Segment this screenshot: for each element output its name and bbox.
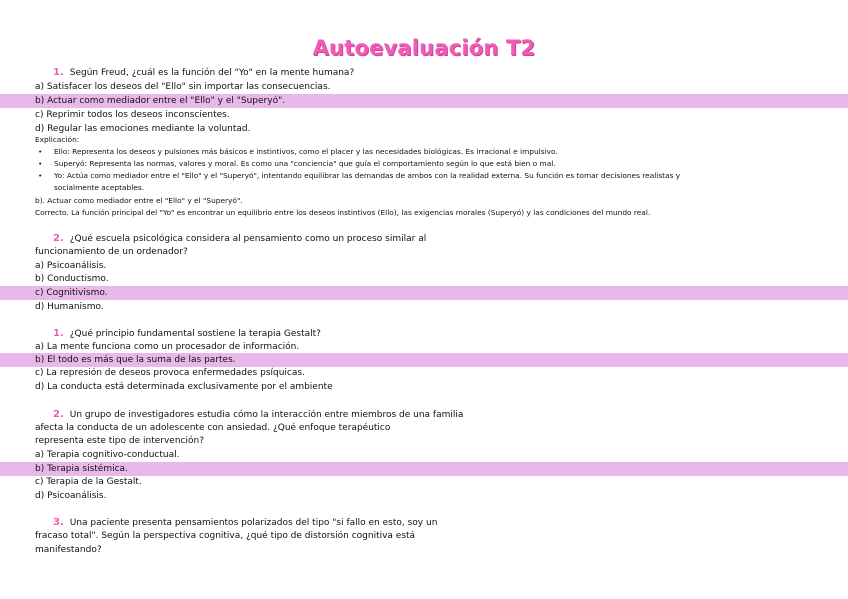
question-number: 3.: [53, 517, 64, 528]
option-c-highlighted: c) Cognitivismo.: [0, 286, 848, 300]
question-number: 2.: [53, 233, 64, 244]
question-text: Un grupo de investigadores estudia cómo la interacción entre miembros de una familia: [69, 410, 464, 420]
question-4: [0, 408, 848, 422]
option-d: d) Psicoanálisis.: [35, 491, 107, 501]
option-b: b) Conductismo.: [35, 274, 109, 284]
question-number: 2.: [53, 409, 64, 420]
option-d: d) Regular las emociones mediante la voluntad.: [35, 124, 251, 134]
question-3: [0, 327, 848, 341]
option-a: a) Terapia cognitivo-conductual.: [35, 450, 180, 460]
question-text-continued: afecta la conducta de un adolescente con ansiedad. ¿Qué enfoque terapéutico: [35, 423, 391, 433]
option-c: c) Reprimir todos los deseos inconscientes.: [35, 110, 230, 120]
explanation-bullet: • Superyó: Representa las normas, valores y moral. Es como una "conciencia" que guía el comportamiento según lo que está bien o mal.: [0, 157, 848, 171]
bullet-icon: •: [38, 147, 43, 156]
question-text: ¿Qué principio fundamental sostiene la terapia Gestalt?: [69, 329, 321, 339]
question-text-continued: manifestando?: [35, 545, 102, 555]
explanation-answer: b). Actuar como mediador entre el "Ello" y el "Superyó".: [35, 196, 243, 205]
option-d: d) La conducta está determinada exclusivamente por el ambiente: [35, 382, 333, 392]
option-c: c) Terapia de la Gestalt.: [35, 477, 142, 487]
option-a: a) Satisfacer los deseos del "Ello" sin importar las consecuencias.: [35, 82, 331, 92]
explanation-correct: Correcto. La función principal del "Yo" es encontrar un equilibrio entre los deseos instintivos (Ello), las exigencias morales (Superyó) y las condiciones del mundo real.: [35, 208, 651, 217]
option-a: a) La mente funciona como un procesador de información.: [35, 342, 300, 352]
option-d: d) Humanismo.: [35, 302, 104, 312]
question-text-continued: funcionamiento de un ordenador?: [35, 247, 188, 257]
bullet-icon: •: [38, 171, 43, 180]
question-2: [0, 232, 848, 246]
question-number: 1.: [53, 67, 64, 78]
option-b-highlighted: b) Actuar como mediador entre el "Ello" y el "Superyó".: [0, 94, 848, 108]
explanation-heading: Explicación:: [35, 135, 80, 144]
question-text: Según Freud, ¿cuál es la función del "Yo" en la mente humana?: [69, 68, 355, 78]
option-a: a) Psicoanálisis.: [35, 261, 107, 271]
question-number: 1.: [53, 328, 64, 339]
option-b-highlighted: b) El todo es más que la suma de las partes.: [0, 353, 848, 367]
option-b-highlighted: b) Terapia sistémica.: [0, 462, 848, 476]
question-text-continued: representa este tipo de intervención?: [35, 436, 204, 446]
question-1: [0, 66, 848, 80]
question-text-continued: fracaso total". Según la perspectiva cognitiva, ¿qué tipo de distorsión cognitiva está: [35, 531, 416, 541]
page-title: Autoevaluación T2: [312, 36, 536, 60]
question-text: Una paciente presenta pensamientos polarizados del tipo "si fallo en esto, soy un: [69, 518, 438, 528]
explanation-bullet-continued: socialmente aceptables.: [54, 183, 145, 192]
explanation-bullet: • Yo: Actúa como mediador entre el "Ello" y el "Superyó", intentando equilibrar las demandas de ambos con la realidad externa. Su función es tomar decisiones realistas y: [0, 169, 848, 183]
question-text: ¿Qué escuela psicológica considera al pensamiento como un proceso similar al: [69, 234, 427, 244]
bullet-icon: •: [38, 159, 43, 168]
explanation-bullet: • Ello: Representa los deseos y pulsiones más básicos e instintivos, como el placer y las necesidades biológicas. Es irracional e impulsivo.: [0, 145, 848, 159]
question-5: [0, 516, 848, 530]
option-c: c) La represión de deseos provoca enfermedades psíquicas.: [35, 368, 305, 378]
